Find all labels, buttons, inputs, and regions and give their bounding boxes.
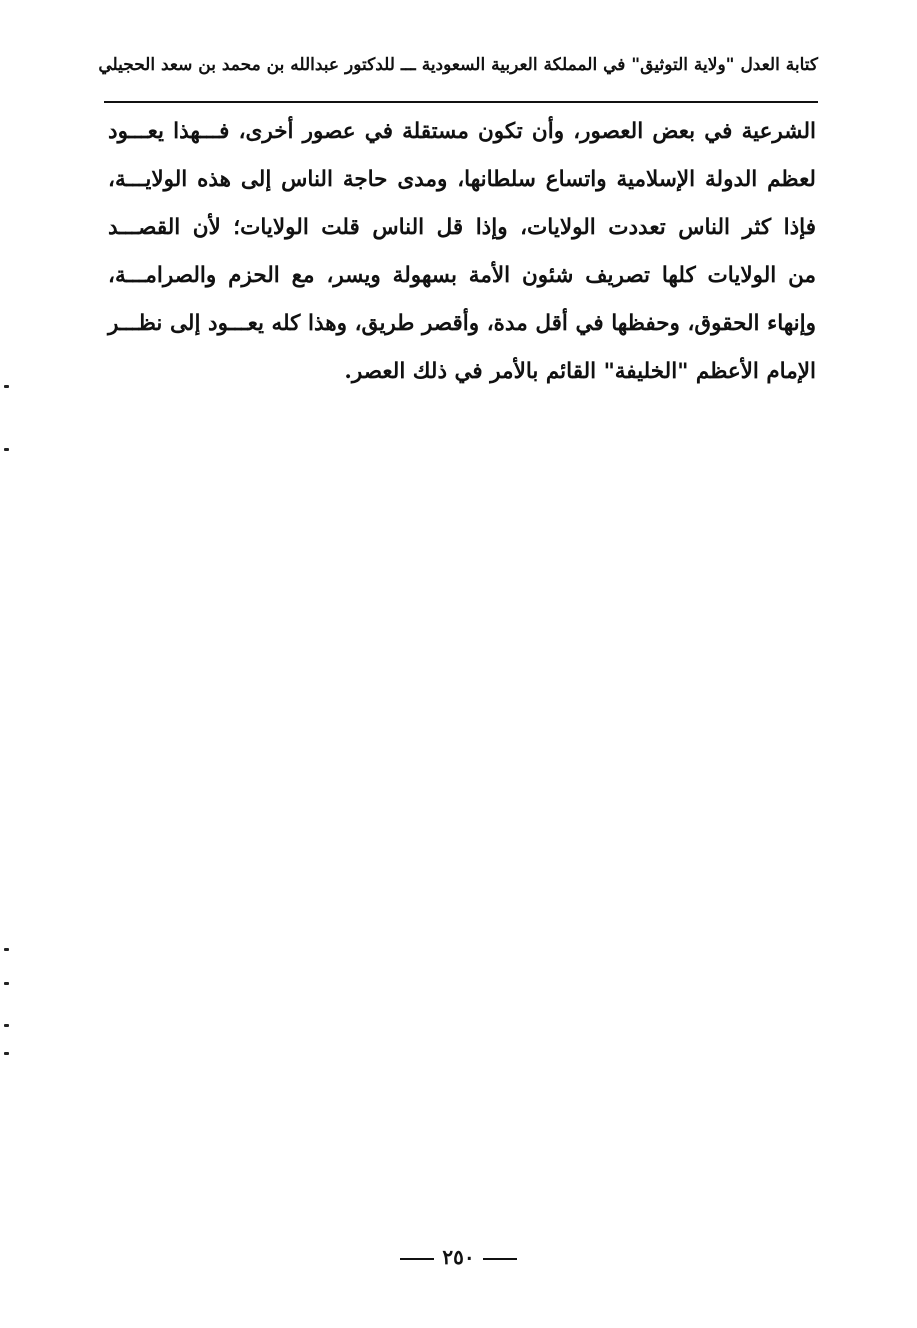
page-number-dash-left: [400, 1258, 434, 1260]
scan-margin-mark: [4, 982, 9, 985]
scan-margin-mark: [4, 448, 9, 451]
scan-margin-mark: [4, 1052, 9, 1055]
scan-margin-mark: [4, 1024, 9, 1027]
header-rule: [104, 101, 818, 103]
body-line: لعظم الدولة الإسلامية واتساع سلطانها، ومدى حاجة الناس إلى هذه الولايـــة،: [108, 167, 816, 192]
scan-margin-mark: [4, 385, 9, 388]
body-line: الشرعية في بعض العصور، وأن تكون مستقلة في عصور أخرى، فـــهذا يعـــود: [108, 119, 816, 144]
body-paragraph: [108, 108, 816, 396]
page-number-dash-right: [483, 1258, 517, 1260]
body-line: من الولايات كلها تصريف شئون الأمة بسهولة ويسر، مع الحزم والصرامـــة،: [108, 263, 816, 288]
page-number-footer: [0, 1242, 917, 1272]
body-line: فإذا كثر الناس تعددت الولايات، وإذا قل الناس قلت الولايات؛ لأن القصـــد: [108, 215, 816, 240]
running-header: كتابة العدل "ولاية التوثيق" في المملكة العربية السعودية ـــ للدكتور عبدالله بن محمد بن سعد الحجيلي: [98, 55, 818, 75]
body-line: وإنهاء الحقوق، وحفظها في أقل مدة، وأقصر طريق، وهذا كله يعـــود إلى نظـــر: [108, 311, 816, 336]
scan-margin-mark: [4, 948, 9, 951]
page-number: ٢٥٠: [442, 1245, 475, 1269]
body-line: الإمام الأعظم "الخليفة" القائم بالأمر في ذلك العصر.: [344, 359, 816, 384]
